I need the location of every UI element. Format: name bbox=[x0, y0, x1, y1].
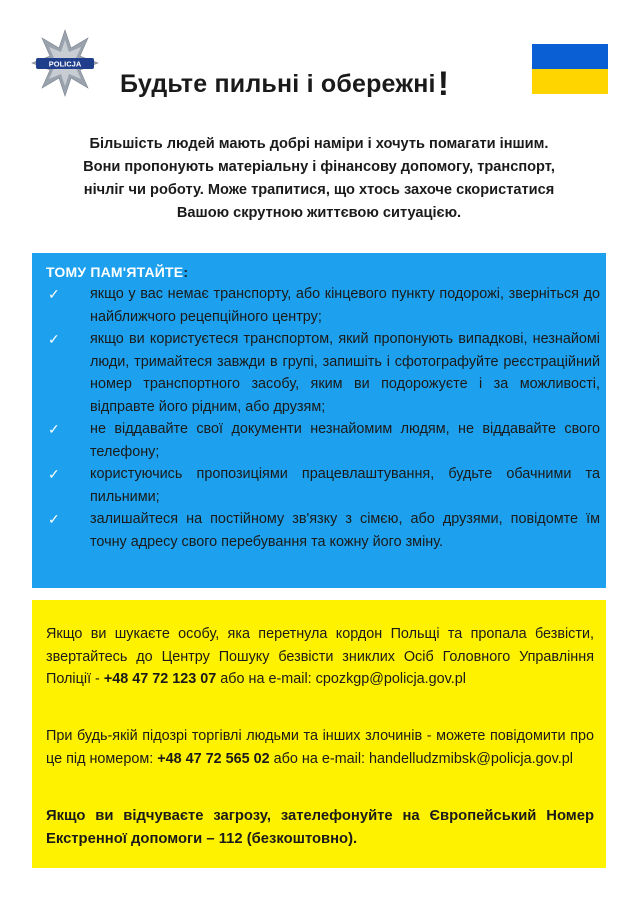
check-icon: ✓ bbox=[48, 466, 60, 482]
remember-heading bbox=[46, 264, 188, 280]
remember-heading-text: ТОМУ ПАМ'ЯТАЙТЕ bbox=[46, 264, 184, 280]
missing-persons-email-label: або на e-mail: bbox=[220, 671, 312, 687]
trafficking-email[interactable]: handelludzmibsk@policja.gov.pl bbox=[369, 750, 573, 767]
list-item-text: не віддавайте свої документи незнайомим людям, не віддавайте свого телефону; bbox=[90, 421, 600, 460]
remember-heading-suffix: : bbox=[183, 264, 189, 280]
missing-persons-email[interactable]: cpozkgp@policja.gov.pl bbox=[315, 671, 467, 687]
remember-list bbox=[40, 283, 600, 553]
intro-line: Вони пропонують матеріальну і фінансову допомогу, транспорт, bbox=[83, 159, 555, 175]
flag-yellow-stripe bbox=[532, 69, 608, 94]
list-item bbox=[40, 463, 600, 508]
list-item-text: залишайтеся на постійному зв'язку з сімєю, або друзями, повідомте їм точну адресу свого перебування та кожну його зміну. bbox=[90, 511, 600, 550]
trafficking-email-label: або на e-mail: bbox=[273, 750, 366, 767]
intro-line: Більшість людей мають добрі наміри і хочуть помагати іншим. bbox=[89, 136, 549, 152]
check-icon: ✓ bbox=[48, 286, 60, 302]
check-icon: ✓ bbox=[48, 511, 60, 527]
flag-blue-stripe bbox=[532, 44, 608, 69]
contacts-panel bbox=[32, 600, 606, 868]
missing-persons-text: Якщо ви шукаєте особу, яка перетнула кордон Польщі та пропала безвісти, звертайтесь до Центру Пошуку безвісти зниклих Осіб Головного Управління Поліції - bbox=[46, 626, 594, 687]
header bbox=[0, 0, 638, 120]
list-item-text: користуючись пропозиціями працевлаштування, будьте обачними та пильними; bbox=[90, 466, 600, 505]
trafficking-text: При будь-якій підозрі торгівлі людьми та інших злочинів - можете повідомити про це під номером: bbox=[46, 728, 594, 767]
list-item bbox=[40, 418, 600, 463]
trafficking-paragraph bbox=[46, 725, 594, 770]
intro-text bbox=[40, 133, 598, 225]
trafficking-phone[interactable]: +48 47 72 565 02 bbox=[157, 750, 270, 767]
list-item bbox=[40, 283, 600, 328]
missing-persons-paragraph bbox=[46, 623, 594, 691]
police-star-logo bbox=[30, 28, 100, 98]
remember-panel bbox=[32, 253, 606, 588]
intro-line: нічліг чи роботу. Може трапитися, що хтось захоче скористатися bbox=[83, 182, 555, 198]
ukraine-flag bbox=[532, 44, 608, 94]
page-title-text: Будьте пильні і обережні bbox=[120, 70, 436, 98]
missing-persons-phone[interactable]: +48 47 72 123 07 bbox=[103, 671, 217, 687]
page-title-mark: ! bbox=[437, 65, 450, 103]
list-item bbox=[40, 328, 600, 418]
list-item-text: якщо ви користуєтеся транспортом, який пропонують випадкові, незнайомі люди, тримайтеся завжди в групі, запишіть і сфотографуйте реєстраційний номер транспортного засобу, яким ви подорожуєте і за можливості, відправте його рідним, або друзям; bbox=[90, 331, 600, 415]
logo-text: POLICJA bbox=[48, 59, 82, 69]
list-item bbox=[40, 508, 600, 553]
page-title bbox=[120, 62, 449, 101]
intro-line: Вашою скрутною життєвою ситуацією. bbox=[176, 205, 462, 221]
list-item-text: якщо у вас немає транспорту, або кінцевого пункту подорожі, зверніться до найближчого рецепційного центру; bbox=[90, 286, 600, 325]
check-icon: ✓ bbox=[48, 421, 60, 437]
check-icon: ✓ bbox=[48, 331, 60, 347]
emergency-paragraph: Якщо ви відчуваєте загрозу, зателефонуйте на Європейський Номер Екстренної допомоги – 112 (безкоштовно). bbox=[46, 808, 594, 847]
